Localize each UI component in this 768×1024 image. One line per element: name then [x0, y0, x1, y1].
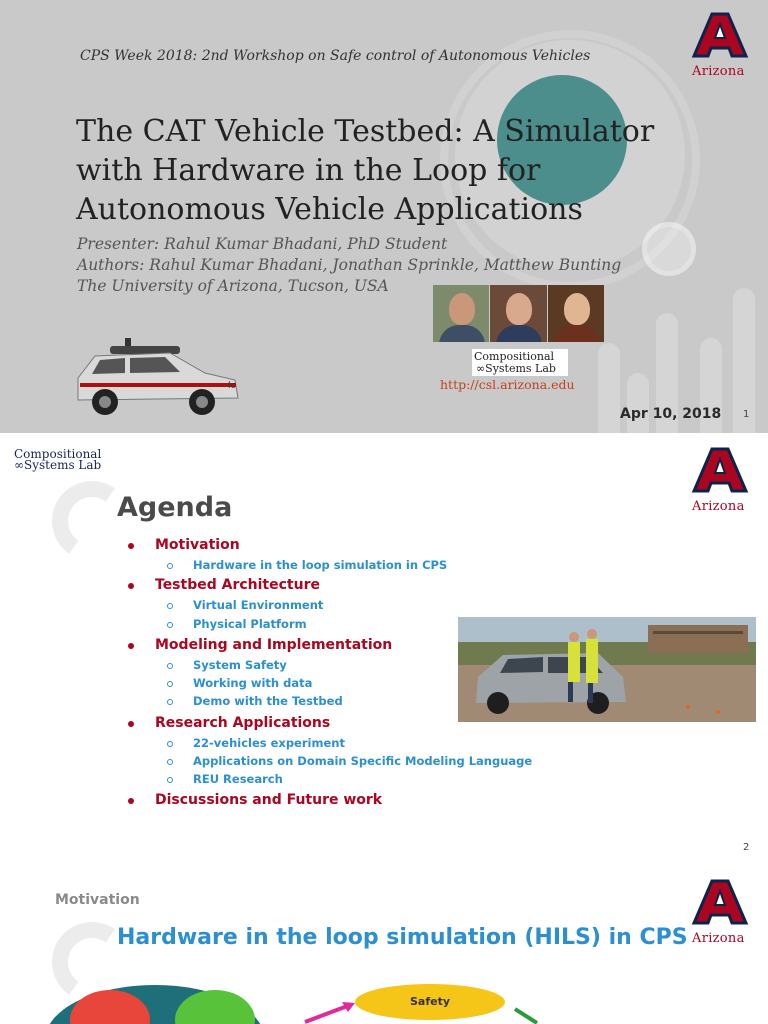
author-photo	[433, 285, 489, 342]
lab-url-link[interactable]: http://csl.arizona.edu	[440, 377, 575, 392]
decorative-bar	[598, 343, 620, 433]
sub-bullet-icon	[167, 603, 173, 609]
bullet-icon	[128, 583, 134, 589]
sub-bullet-icon	[167, 563, 173, 569]
arizona-a-icon	[690, 12, 750, 60]
arizona-wordmark: Arizona	[692, 931, 745, 946]
affiliation-line: The University of Arizona, Tucson, USA	[77, 277, 389, 295]
slide-2-agenda: Compositional ∞Systems Lab Agenda Arizona Motivation Hardware in the loop simulation in CPS Testbed Architecture Virtual Environment Physical Platform Modeling and Implementation System Safety Working with data Demo with the Testbed Research Applications 22-vehicles experiment Applications on Domain Specific Modeling Language REU Research Discussions and Future work 2	[0, 433, 768, 865]
csl-logo-line1: Compositional	[14, 447, 102, 461]
sub-bullet-icon	[167, 777, 173, 783]
presenter-line: Presenter: Rahul Kumar Bhadani, PhD Student	[77, 235, 448, 253]
arrow-icon	[512, 1007, 542, 1024]
presentation-title: The CAT Vehicle Testbed: A Simulator with Hardware in the Loop for Autonomous Vehicle Applications	[76, 114, 655, 227]
csl-logo	[14, 449, 101, 471]
slide-date: Apr 10, 2018	[620, 406, 722, 422]
university-of-arizona-logo	[690, 12, 750, 79]
csl-logo-line2: ∞Systems Lab	[14, 458, 102, 472]
csl-logo	[472, 349, 568, 376]
author-photos	[433, 285, 605, 342]
bullet-icon	[128, 721, 134, 727]
bullet-icon	[128, 643, 134, 649]
university-of-arizona-logo	[690, 879, 750, 946]
hils-diagram-globe	[40, 980, 270, 1024]
slide-1-title	[0, 0, 768, 433]
csl-logo-line1: Compositional	[474, 350, 555, 363]
decorative-bar	[627, 373, 649, 433]
sub-bullet-icon	[167, 622, 173, 628]
autonomous-car-image	[70, 338, 245, 420]
page-number: 1	[743, 409, 750, 420]
arizona-a-icon	[690, 447, 750, 495]
csl-logo-line2: ∞Systems Lab	[476, 362, 556, 375]
arizona-wordmark: Arizona	[692, 499, 745, 514]
sub-bullet-icon	[167, 741, 173, 747]
bullet-icon	[128, 543, 134, 549]
slide-title: Agenda	[117, 492, 233, 523]
slide-3-motivation	[0, 865, 768, 1024]
arrow-icon	[300, 1000, 360, 1024]
author-photo	[490, 285, 546, 342]
safety-node: Safety	[355, 984, 505, 1020]
decorative-small-circle	[642, 222, 696, 276]
author-photo	[548, 285, 604, 342]
page-number: 2	[743, 842, 750, 853]
sub-bullet-icon	[167, 681, 173, 687]
arizona-a-icon	[690, 879, 750, 927]
conference-name: CPS Week 2018: 2nd Workshop on Safe control of Autonomous Vehicles	[80, 48, 591, 64]
sub-bullet-icon	[167, 663, 173, 669]
slide-title: Hardware in the loop simulation (HILS) in CPS	[117, 925, 688, 950]
arizona-wordmark: Arizona	[692, 64, 745, 79]
testbed-field-photo	[458, 617, 756, 722]
bullet-icon	[128, 798, 134, 804]
university-of-arizona-logo	[690, 447, 750, 514]
authors-line: Authors: Rahul Kumar Bhadani, Jonathan Sprinkle, Matthew Bunting	[77, 256, 622, 274]
sub-bullet-icon	[167, 699, 173, 705]
svg-text:lc: lc	[228, 381, 236, 391]
sub-bullet-icon	[167, 759, 173, 765]
section-label: Motivation	[55, 892, 140, 908]
